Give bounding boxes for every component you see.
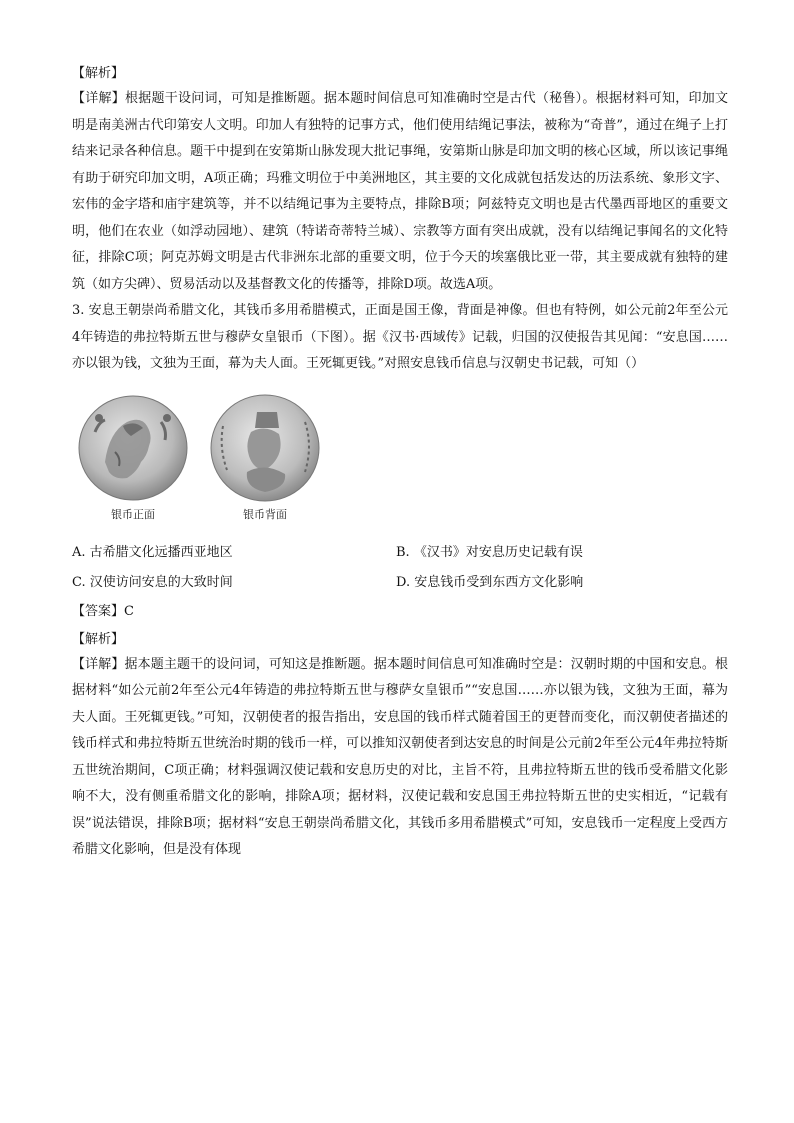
analysis-tag-q3: 【解析】 [72, 631, 125, 647]
analysis-detail: 【详解】根据题干设问词，可知是推断题。据本题时间信息可知准确时空是古代（秘鲁）。根据材料可知，印加文明是南美洲古代印第安人文明。印加人有独特的记事方式，他们使用结绳记事法，被称为“奇普”，通过在绳子上打结来记录各种信息。题干中提到在安第斯山脉发现大批记事绳，安第斯山脉是印加文明的核心区域，所以该记事绳有助于研究印加文明，A项正确；玛雅文明位于中美洲地区，其主要的文化成就包括发达的历法系统、象形文字、宏伟的金字塔和庙宇建筑等，并不以结绳记事为主要特点，排除B项；阿兹特克文明也是古代墨西哥地区的重要文明，他们在农业（如浮动园地）、建筑（特诺奇蒂特兰城）、宗教等方面有突出成就，没有以结绳记事闻名的文化特征，排除C项；阿克苏姆文明是古代非洲东北部的重要文明，位于今天的埃塞俄比亚一带，其主要成就有独特的建筑（如方尖碑）、贸易活动以及基督教文化的传播等，排除D项。故选A项。 [72, 91, 728, 292]
answer-options [72, 540, 728, 596]
option-b: B. 《汉书》对安息历史记载有误 [396, 544, 583, 560]
analysis-tag: 【解析】 [72, 66, 125, 81]
coin-figure [74, 392, 728, 524]
coin-back [206, 392, 324, 524]
coin-back-caption: 银币背面 [243, 507, 287, 521]
answer-line: 【答案】C [72, 603, 134, 619]
coin-back-image [207, 392, 323, 504]
previous-question-analysis [72, 62, 728, 298]
coin-front-image [75, 392, 191, 504]
coin-front [74, 392, 192, 524]
coin-front-caption: 银币正面 [111, 507, 155, 521]
option-d: D. 安息钱币受到东西方文化影响 [396, 574, 584, 590]
option-a: A. 古希腊文化远播西亚地区 [72, 544, 233, 560]
option-c: C. 汉使访问安息的大致时间 [72, 574, 233, 590]
question-stem: 3. 安息王朝崇尚希腊文化，其钱币多用希腊模式，正面是国王像，背面是神像。但也有特例，如公元前2年至公元4年铸造的弗拉特斯五世与穆萨女皇银币（下图）。据《汉书·西域传》记载，归国的汉使报告其见闻：“安息国……亦以银为钱，文独为王面，幕为夫人面。王死辄更钱。”对照安息钱币信息与汉朝史书记载，可知（） [72, 303, 728, 371]
document-page [72, 62, 728, 864]
analysis-detail-q3: 【详解】据本题主题干的设问词，可知这是推断题。据本题时间信息可知准确时空是：汉朝时期的中国和安息。根据材料“如公元前2年至公元4年铸造的弗拉特斯五世与穆萨女皇银币”“安息国……亦以银为钱，文独为王面，幕为夫人面。王死辄更钱。”可知，汉朝使者的报告指出，安息国的钱币样式随着国王的更替而变化，而汉朝使者描述的钱币样式和弗拉特斯五世统治时期的钱币一样，可以推知汉朝使者到达安息的时间是公元前2年至公元4年弗拉特斯五世统治期间，C项正确；材料强调汉使记载和安息历史的对比，主旨不符，且弗拉特斯五世的钱币受希腊文化影响不大，没有侧重希腊文化的影响，排除A项；据材料，汉使记载和安息国王弗拉特斯五世的史实相近，“记载有误”说法错误，排除B项；据材料“安息王朝崇尚希腊文化，其钱币多用希腊模式”可知，安息钱币一定程度上受西方希腊文化影响，但是没有体现 [72, 656, 728, 857]
question-3 [72, 298, 728, 864]
